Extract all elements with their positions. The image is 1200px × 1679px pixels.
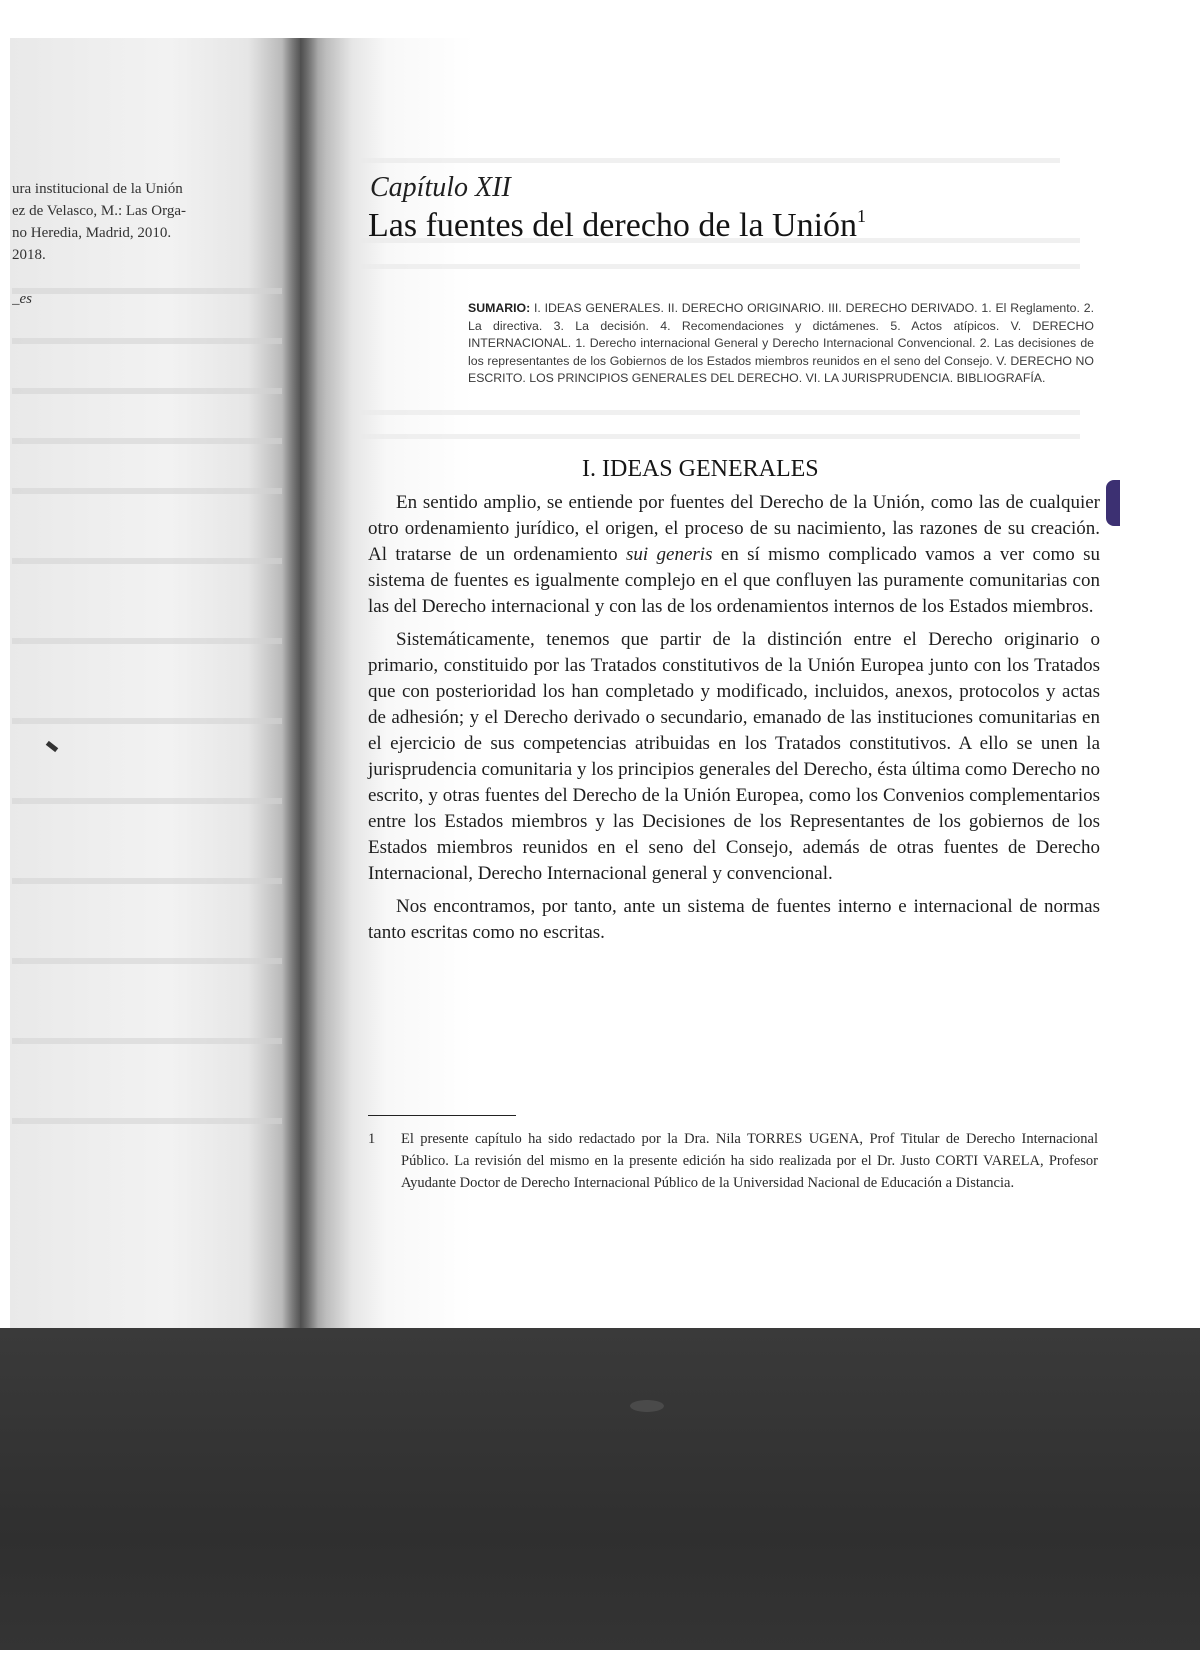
bleed-through-line (12, 558, 282, 564)
bleed-through-line (12, 798, 282, 804)
stray-pen-mark (46, 741, 59, 752)
chapter-title (368, 206, 866, 245)
bleed-through-line (12, 338, 282, 344)
bleed-through-line (12, 388, 282, 394)
bleed-through-line (12, 1118, 282, 1124)
bleed-through-line (360, 264, 1080, 269)
bleed-through-line (12, 878, 282, 884)
footnote-text: El presente capítulo ha sido redactado por la Dra. Nila TORRES UGENA, Prof Titular de Derecho Internacional Público. La revisión del mismo en la presente edición ha sido realizada por el Dr. Justo CORTI VARELA, Profesor Ayudante Doctor de Derecho Internacional Público de la Universidad Nacional de Educación a Distancia. (401, 1131, 1098, 1191)
previous-page-text (12, 178, 242, 310)
chapter-page (300, 38, 1170, 1328)
paragraph: Sistemáticamente, tenemos que partir de la distinción entre el Derecho originario o primario, constituido por las Tratados constitutivos de la Unión Europea junto con los Tratados que con posterioridad los han completado y modificado, incluidos, anexos, protocolos y actas de adhesión; y el Derecho derivado o secundario, emanado de las instituciones comunitarias en el ejercicio de sus competencias atribuidas en los Tratados constitutivos. A ello se unen la jurisprudencia comunitaria y los principios generales del Derecho, ésta última como Derecho no escrito, y otras fuentes del Derecho de la Unión Europea, como los Convenios complementarios entre los Estados miembros y las Decisiones de los Representantes de los gobiernos de los Estados miembros reunidos en el seno del Consejo, además de otras fuentes de Derecho Internacional, Derecho Internacional general y convencional. (368, 629, 1100, 884)
bleed-through-line (360, 158, 1060, 163)
previous-page-line: 2018. (12, 247, 46, 263)
previous-page-line: ura institucional de la Unión (12, 181, 183, 197)
paragraph: Nos encontramos, por tanto, ante un sistema de fuentes interno e internacional de normas tanto escritas como no escritas. (368, 896, 1100, 943)
summary-text: I. IDEAS GENERALES. II. DERECHO ORIGINARIO. III. DERECHO DERIVADO. 1. El Reglamento. 2. La directiva. 3. La decisión. 4. Recomendaciones y dictámenes. 5. Actos atípicos. V. DERECHO INTERNACIONAL. 1. Derecho internacional General y Derecho Internacional Convencional. 2. Las decisiones de los representantes de los Gobiernos de los Estados miembros reunidos en el seno del Consejo. V. DERECHO NO ESCRITO. LOS PRINCIPIOS GENERALES DEL DERECHO. VI. LA JURISPRUDENCIA. BIBLIOGRAFÍA. (468, 301, 1094, 385)
previous-page-fragment: _es (12, 291, 32, 307)
bleed-through-line (12, 958, 282, 964)
book-spine-shadow (282, 38, 318, 1328)
page-tab-marker (1106, 480, 1120, 526)
footnote-number: 1 (368, 1131, 376, 1147)
bleed-through-line (360, 410, 1080, 415)
summary-label: SUMARIO: (468, 301, 531, 315)
scan-bottom-margin (0, 1650, 1200, 1679)
paragraph-text: En sentido amplio, se entiende por fuentes del Derecho de la Unión, como las de cualquier otro ordenamiento jurídico, el origen, el proceso de su nacimiento, las razones de su creación. Al tratarse de un ordenamiento (368, 492, 1100, 565)
scanner-background (0, 1328, 1200, 1679)
bleed-through-line (12, 1038, 282, 1044)
title-footnote-mark: 1 (857, 206, 867, 226)
body-text (368, 490, 1100, 953)
section-heading: I. IDEAS GENERALES (582, 456, 819, 482)
previous-page-line: ez de Velasco, M.: Las Orga- (12, 203, 186, 219)
footnote (368, 1128, 1098, 1194)
bleed-through-line (12, 488, 282, 494)
chapter-title-text: Las fuentes del derecho de la Unión (368, 207, 858, 244)
bleed-through-line (12, 438, 282, 444)
italic-term: sui generis (626, 544, 713, 565)
chapter-summary (468, 300, 1094, 388)
previous-page-sliver (10, 38, 300, 1328)
scanner-dust-spot (630, 1400, 664, 1412)
chapter-label: Capítulo XII (370, 172, 511, 203)
bleed-through-line (12, 718, 282, 724)
paragraph-text: en sí mismo complicado vamos a ver como su sistema de fuentes es igualmente complejo en el que confluyen las puramente comunitarias con las del Derecho internacional y con las de los ordenamientos internos de los Estados miembros. (368, 544, 1100, 617)
bleed-through-line (360, 434, 1080, 439)
footnote-rule (368, 1115, 516, 1116)
bleed-through-line (12, 638, 282, 644)
previous-page-line: no Heredia, Madrid, 2010. (12, 225, 172, 241)
paragraph (368, 490, 1100, 620)
